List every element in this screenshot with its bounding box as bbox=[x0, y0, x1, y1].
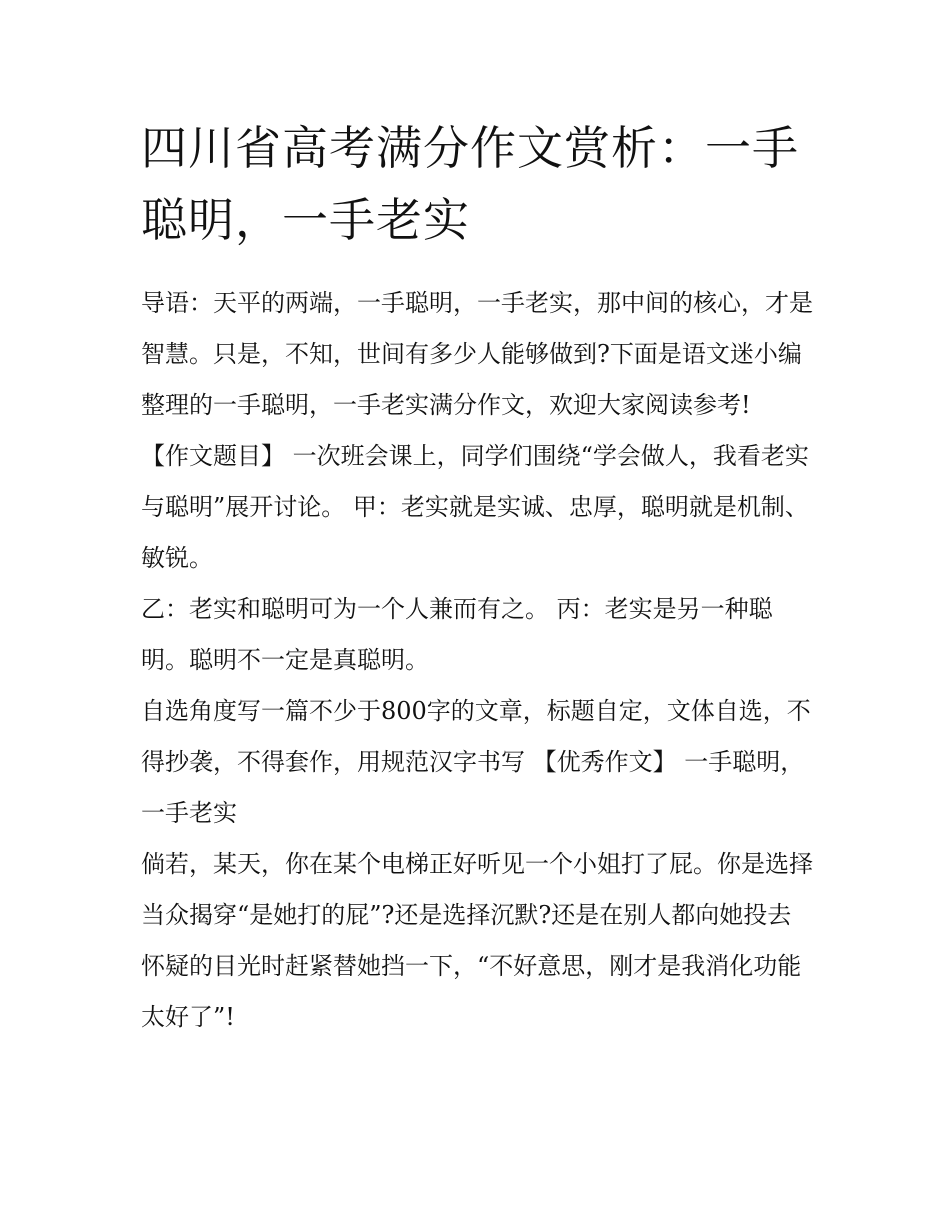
document-page bbox=[141, 112, 813, 1043]
paragraph-requirements: 自选角度写一篇不少于800字的文章，标题自定，文体自选，不得抄袭，不得套作，用规范汉字书写 【优秀作文】 一手聪明，一手老实 bbox=[141, 697, 811, 827]
paragraph-essay-opening: 倘若，某天，你在某个电梯正好听见一个小姐打了屁。你是选择当众揭穿“是她打的屁”?还是选择沉默?还是在别人都向她投去怀疑的目光时赶紧替她挡一下，“不好意思，刚才是我消化功能太好了”! bbox=[141, 850, 813, 1031]
paragraph-intro: 导语：天平的两端，一手聪明，一手老实，那中间的核心，才是智慧。只是，不知，世间有多少人能够做到?下面是语文迷小编整理的一手聪明，一手老实满分作文，欢迎大家阅读参考! bbox=[141, 289, 813, 419]
document-body bbox=[141, 278, 813, 1043]
paragraph-prompt: 【作文题目】 一次班会课上，同学们围绕“学会做人，我看老实与聪明”展开讨论。 甲：老实就是实诚、忠厚，聪明就是机制、敏锐。 bbox=[141, 442, 809, 572]
paragraph-viewpoints: 乙：老实和聪明可为一个人兼而有之。 丙：老实是另一种聪明。聪明不一定是真聪明。 bbox=[141, 595, 773, 674]
document-title: 四川省高考满分作文赏析：一手聪明，一手老实 bbox=[141, 121, 799, 247]
